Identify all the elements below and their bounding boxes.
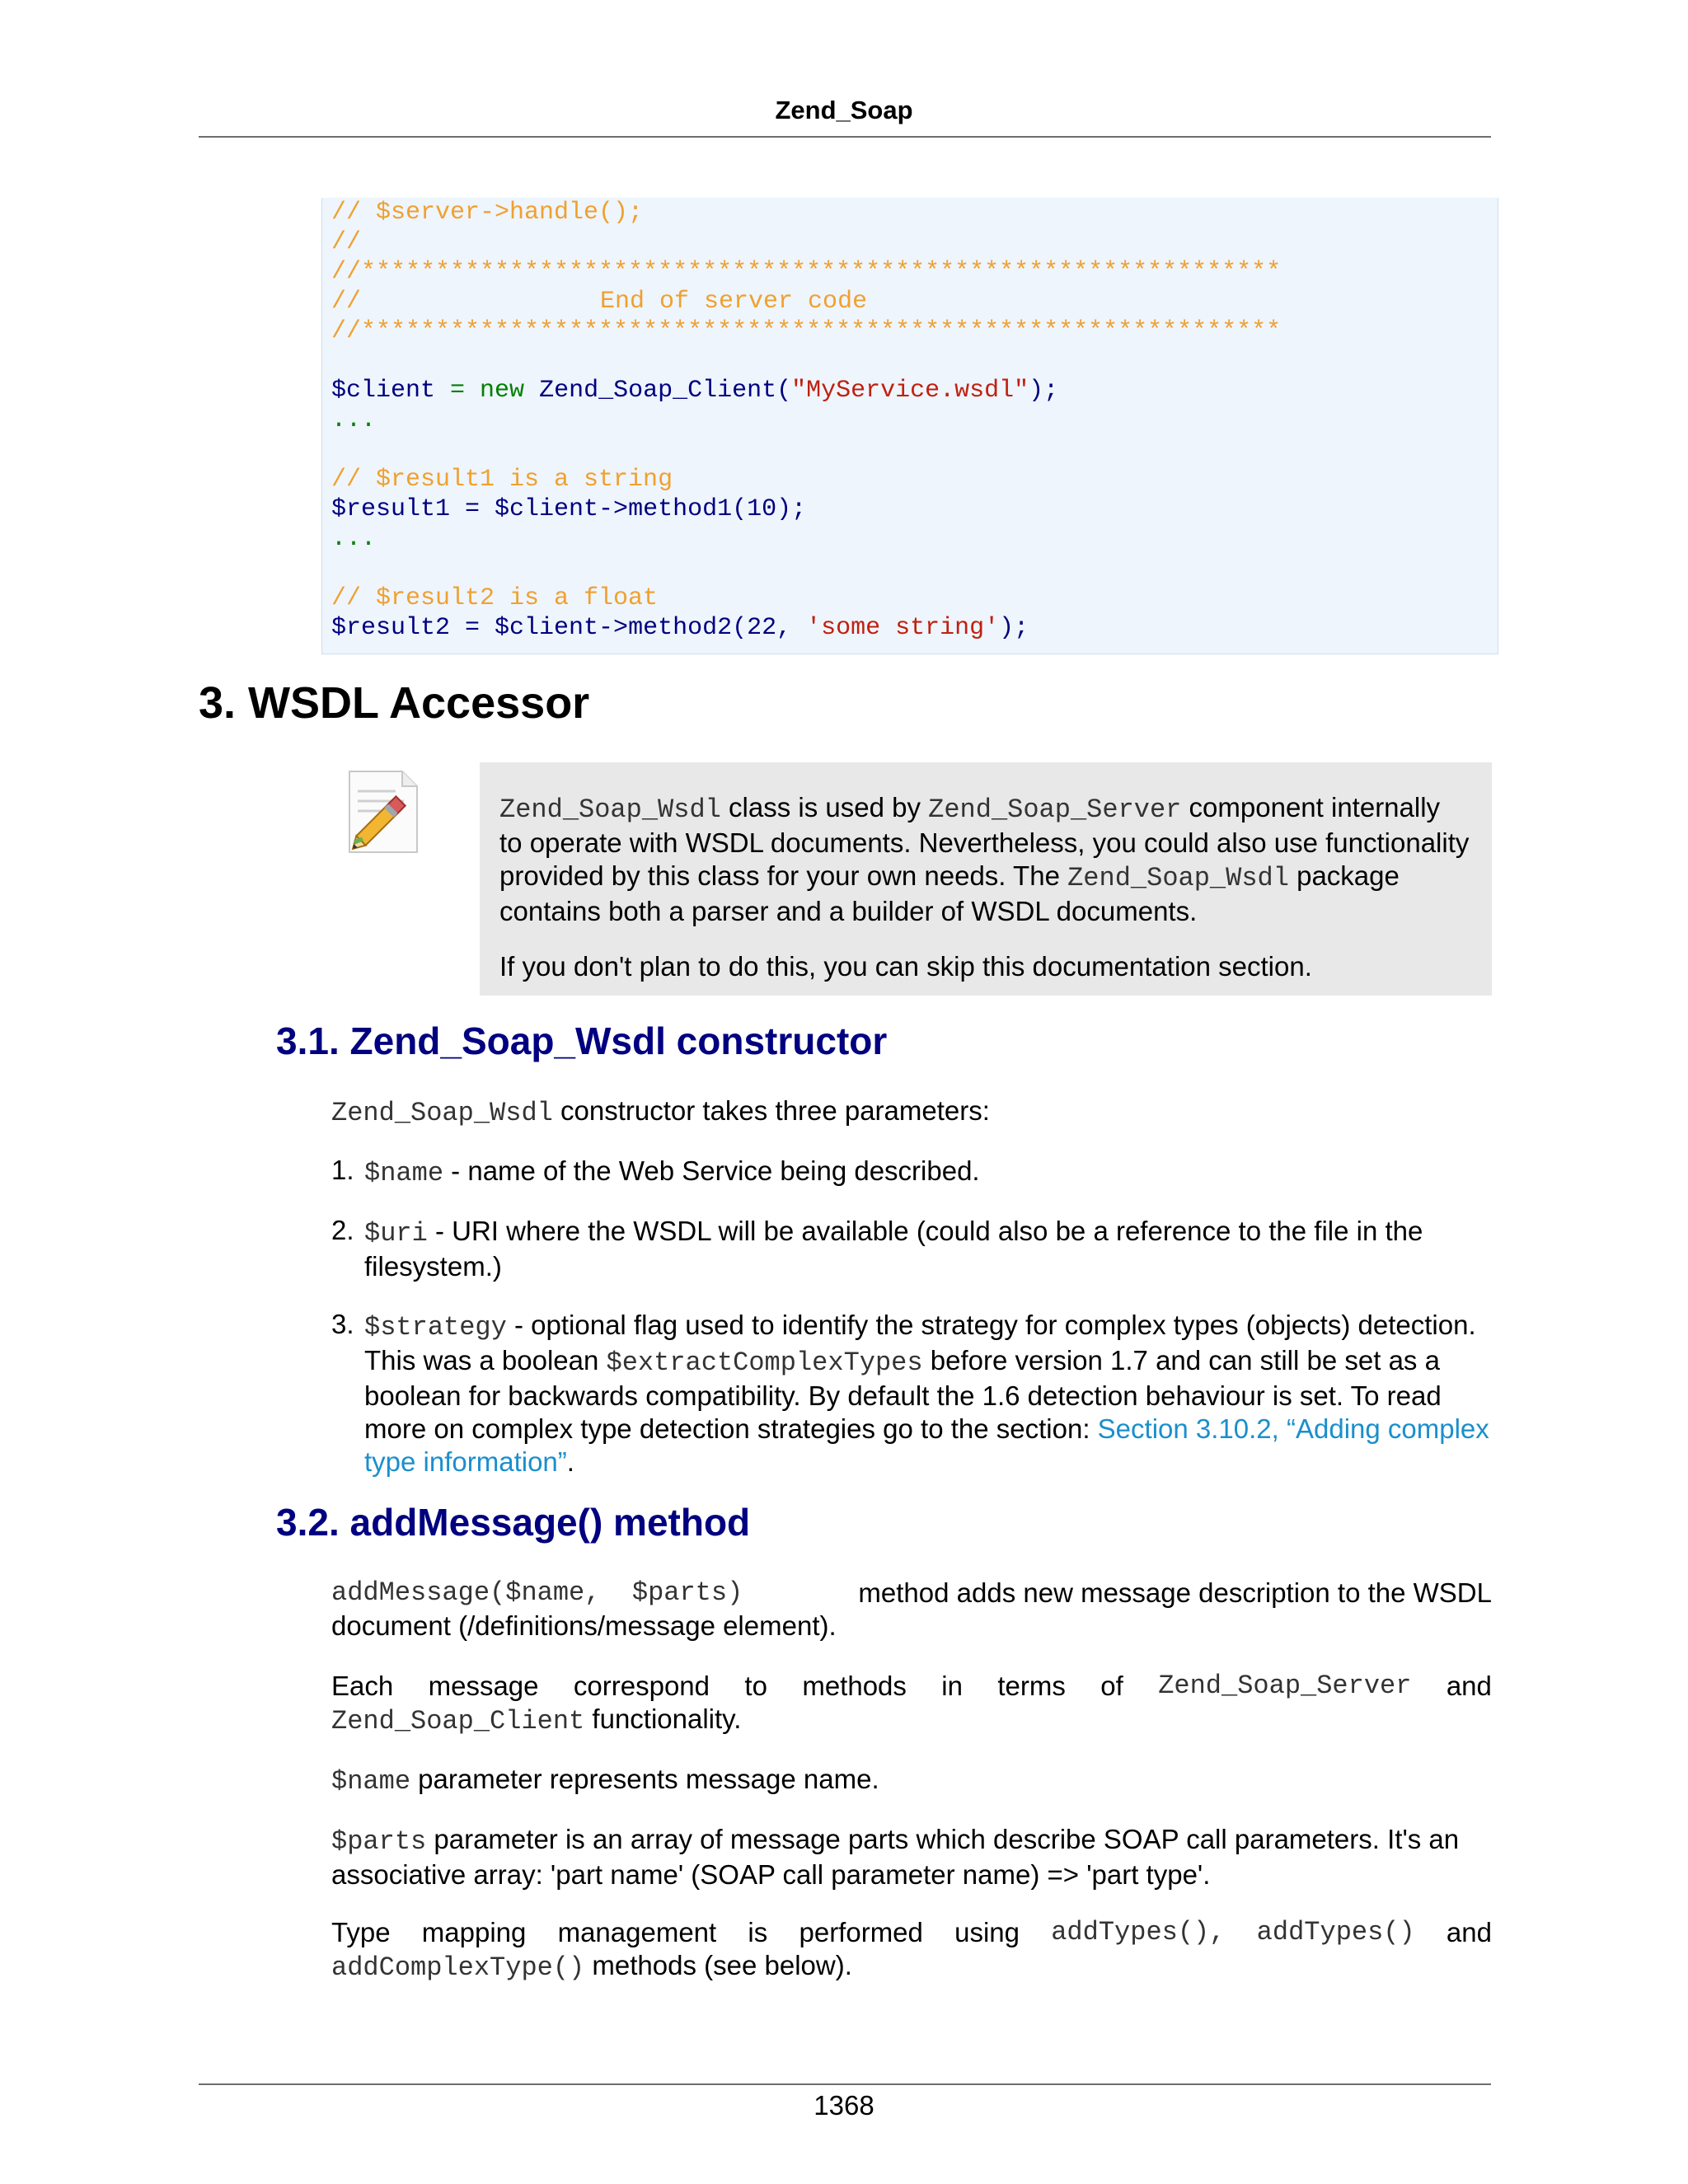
text: parameter is an array of message parts which describe SOAP call parameters. It's an (426, 1824, 1460, 1854)
list-item (364, 1155, 980, 1190)
text: functionality. (584, 1704, 742, 1734)
paragraph (331, 1094, 990, 1130)
code-line: // $server->handle(); (331, 199, 644, 227)
word: correspond (573, 1671, 710, 1701)
code-line (331, 494, 806, 524)
running-header: Zend_Soap (775, 96, 913, 124)
list-item (364, 1215, 1492, 1283)
text: component internally (1181, 792, 1441, 823)
word: and (1446, 1917, 1492, 1947)
text: to operate with WSDL documents. Nevertheless, you could also use functionality (499, 827, 1470, 858)
code-comment: // (331, 288, 362, 316)
inline-code: $strategy (364, 1312, 507, 1343)
text: provided by this class for your own needs. The (499, 860, 1068, 891)
header-rule (199, 136, 1491, 138)
text: boolean for backwards compatibility. By default the 1.6 detection behaviour is set. To read (364, 1380, 1442, 1411)
code-line: //************************************************************** (331, 317, 1282, 345)
page-number: 1368 (814, 2090, 874, 2121)
inline-code: Zend_Soap_Wsdl (499, 794, 721, 825)
code-token: ); (999, 614, 1029, 642)
text: - URI where the WSDL will be available (could also be a reference to the file in the (427, 1216, 1423, 1246)
word: message (428, 1671, 539, 1701)
text: constructor takes three parameters: (552, 1095, 990, 1126)
text: parameter represents message name. (410, 1764, 879, 1794)
code-line: // $result1 is a string (331, 466, 673, 494)
text: . (566, 1446, 574, 1477)
inline-code: Zend_Soap_Wsdl (331, 1098, 553, 1128)
text: contains both a parser and a builder of WSDL documents. (499, 896, 1198, 926)
text: method adds new message description to the WSDL (858, 1577, 1492, 1608)
inline-code: $name (331, 1766, 411, 1797)
word: Each (331, 1671, 394, 1701)
code-token: method1(10); (628, 495, 807, 523)
inline-code: Zend_Soap_Client (331, 1706, 585, 1736)
code-line (331, 287, 867, 316)
word: of (1100, 1671, 1123, 1701)
list-item (364, 1309, 1492, 1479)
code-token: 'some string' (806, 614, 1000, 642)
word: using (954, 1917, 1020, 1947)
list-number: 2. (331, 1215, 354, 1245)
section-link[interactable]: type information” (364, 1446, 567, 1477)
subsection-heading: 3.2. addMessage() method (276, 1501, 751, 1544)
code-token: Zend_Soap_Client( (524, 377, 792, 405)
inline-code: $uri (364, 1218, 428, 1249)
code-token: = (435, 377, 481, 405)
text: filesystem.) (364, 1251, 502, 1282)
code-comment: End of server code (600, 288, 868, 316)
text: before version 1.7 and can still be set as a (922, 1345, 1440, 1376)
code-token: "MyService.wsdl" (791, 377, 1029, 405)
inline-code: $parts (331, 1826, 427, 1857)
text: methods (see below). (584, 1950, 852, 1980)
code-token: ); (1029, 377, 1059, 405)
word: to (744, 1671, 767, 1701)
word: methods (802, 1671, 907, 1701)
section-link[interactable]: Section 3.10.2, “Adding complex (1097, 1413, 1489, 1444)
section-heading: 3. WSDL Accessor (199, 678, 590, 728)
text: more on complex type detection strategies go to the section: (364, 1413, 1098, 1444)
paragraph (331, 1763, 879, 1798)
inline-code: $extractComplexTypes (606, 1347, 923, 1378)
code-token: $result1 = $client-> (331, 495, 629, 523)
word: in (941, 1671, 963, 1701)
code-line: // (331, 228, 362, 256)
list-number: 3. (331, 1309, 354, 1339)
paragraph (331, 1577, 1492, 1643)
inline-code: addMessage($name, $parts) (331, 1577, 743, 1608)
code-line (331, 613, 1029, 643)
inline-code: addComplexType() (331, 1952, 585, 1983)
note-paragraph (499, 791, 1470, 928)
word: management (557, 1917, 717, 1947)
text: document (/definitions/message element). (331, 1610, 837, 1641)
code-token: new (480, 377, 525, 405)
code-line: ... (331, 406, 377, 434)
inline-code: addTypes() (1256, 1917, 1415, 1947)
text: This was a boolean (364, 1345, 607, 1376)
code-token: $client (331, 377, 436, 405)
code-line: ... (331, 525, 377, 553)
footer-rule (199, 2083, 1491, 2085)
code-token: $result2 = $client-> (331, 614, 629, 642)
text: package (1288, 860, 1400, 891)
inline-code: Zend_Soap_Server (1158, 1671, 1412, 1701)
text: - optional flag used to identify the strategy for complex types (objects) detection. (506, 1310, 1476, 1340)
paragraph (331, 1916, 1492, 1985)
paragraph (331, 1670, 1492, 1738)
paragraph (331, 1823, 1492, 1891)
word: mapping (421, 1917, 527, 1947)
pencil-note-icon (338, 766, 425, 859)
code-line (331, 376, 1058, 405)
note-paragraph: If you don't plan to do this, you can skip this documentation section. (499, 951, 1312, 982)
code-line: //************************************************************** (331, 258, 1282, 286)
inline-code: addTypes(), (1051, 1917, 1226, 1947)
word: performed (799, 1917, 923, 1947)
word: is (748, 1917, 768, 1947)
inline-code: Zend_Soap_Server (928, 794, 1182, 825)
subsection-heading: 3.1. Zend_Soap_Wsdl constructor (276, 1019, 888, 1062)
word: terms (997, 1671, 1066, 1701)
list-number: 1. (331, 1155, 354, 1185)
word: Type (331, 1917, 391, 1947)
code-token: method2(22, (628, 614, 807, 642)
text: - name of the Web Service being described. (443, 1155, 980, 1186)
text: class is used by (720, 792, 929, 823)
inline-code: Zend_Soap_Wsdl (1067, 863, 1289, 893)
word: and (1446, 1671, 1492, 1701)
text: associative array: 'part name' (SOAP call parameter name) => 'part type'. (331, 1859, 1211, 1890)
code-line: // $result2 is a float (331, 584, 659, 612)
inline-code: $name (364, 1158, 444, 1188)
